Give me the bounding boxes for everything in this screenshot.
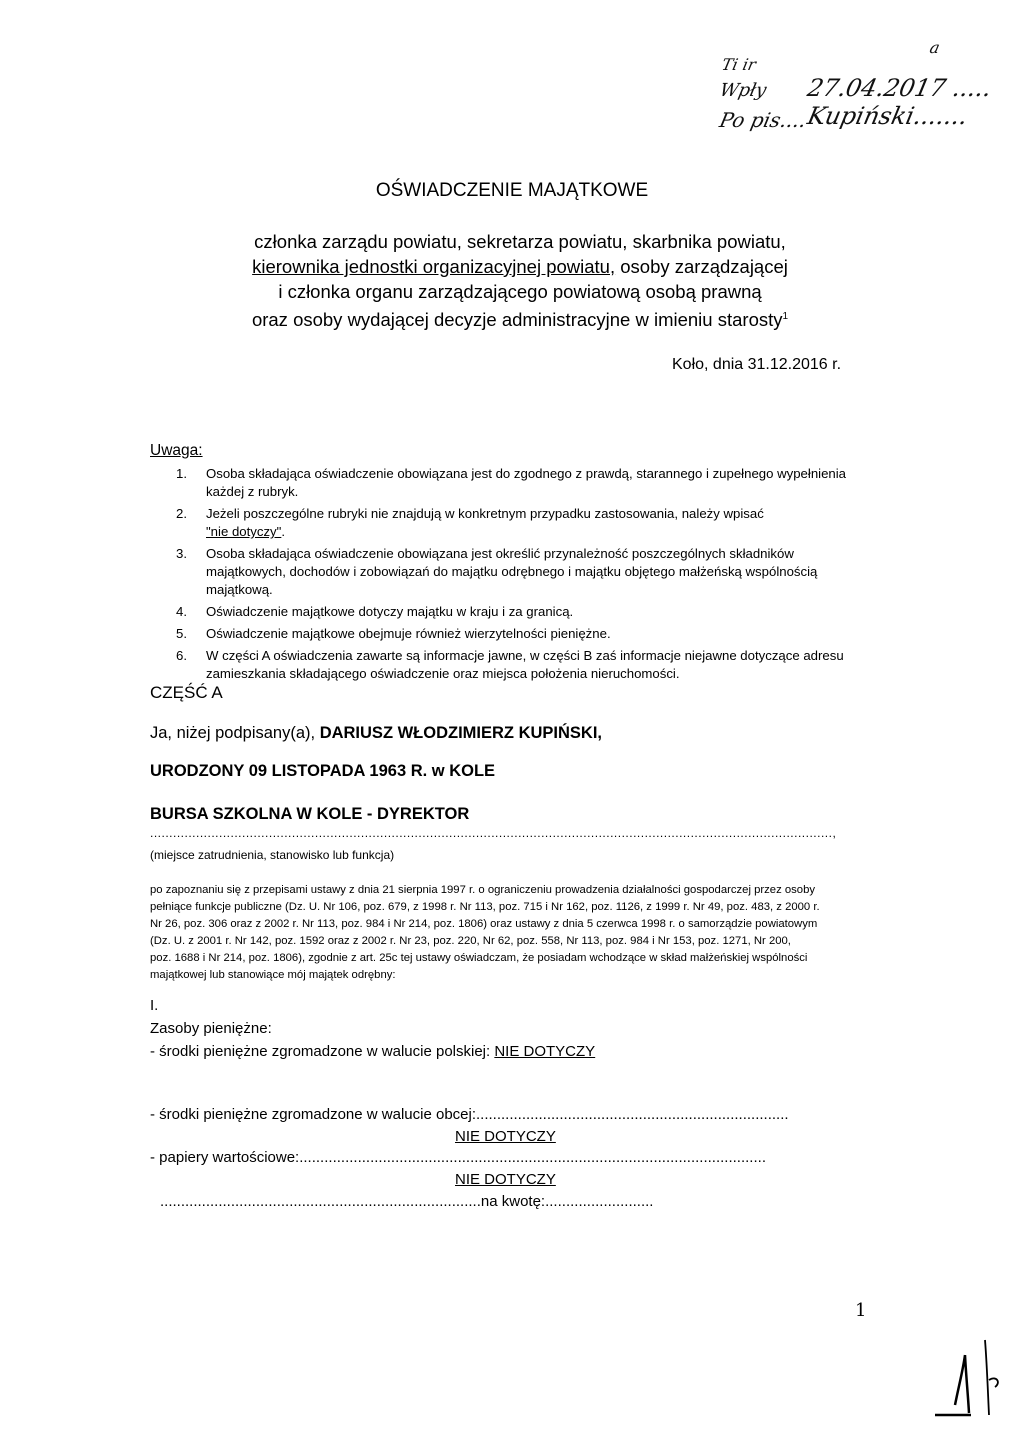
legal-text-line: (Dz. U. z 2001 r. Nr 142, poz. 1592 oraz z 2002 r. Nr 23, poz. 220, Nr 62, poz. 558, Nr 113, poz. 984 i Nr 153, poz. 1271, Nr 200, xyxy=(150,935,791,947)
note-item-4 xyxy=(176,603,876,621)
declarant-line xyxy=(150,724,602,743)
note-number: 3. xyxy=(176,546,187,561)
document-title: OŚWIADCZENIE MAJĄTKOWE xyxy=(375,180,649,201)
birth-info: URODZONY 09 LISTOPADA 1963 R. w KOLE xyxy=(150,762,496,780)
declarant-name: DARIUSZ WŁODZIMIERZ KUPIŃSKI, xyxy=(319,724,603,742)
corner-mark: a xyxy=(927,38,942,57)
handwritten-receipt-signature: Kupiński....... xyxy=(805,102,971,130)
note-item-3 xyxy=(176,545,876,599)
note-text: Osoba składająca oświadczenie obowiązana jest do zgodnego z prawdą, starannego i zupełnego wypełnienia każdej z rubryk. xyxy=(206,466,847,499)
note-number: 4. xyxy=(176,604,187,619)
handwritten-receipt-date: 27.04.2017 ..... xyxy=(805,74,995,102)
legal-text-line: Nr 26, poz. 306 oraz z 2002 r. Nr 113, poz. 984 i Nr 214, poz. 1806) oraz ustawy z dnia 5 czerwca 1998 r. o samorządzie powiatowym xyxy=(150,918,818,930)
note-item-6 xyxy=(176,647,876,683)
notes-heading: Uwaga: xyxy=(150,442,203,459)
securities-label: - papiery wartościowe:................................................................................................................ xyxy=(150,1149,766,1166)
cash-pln-label: - środki pieniężne zgromadzone w walucie polskiej: xyxy=(150,1043,495,1060)
subtitle-line-4-text: oraz osoby wydającej decyzje administracyjne w imieniu starosty xyxy=(251,309,783,331)
employment-value: BURSA SZKOLNA W KOLE - DYREKTOR xyxy=(150,805,470,823)
employment-dotted-line: .................................................................................................................................................................................., xyxy=(150,826,837,840)
note-number: 5. xyxy=(176,626,187,641)
legal-text-line: majątkowej lub stanowiące mój majątek odrębny: xyxy=(150,969,396,981)
stamp-line-2: Wpły xyxy=(717,80,769,101)
note-item-5 xyxy=(176,625,876,643)
subtitle-line-4 xyxy=(200,304,840,332)
cash-foreign-label: - środki pieniężne zgromadzone w walucie obcej:........................................................................... xyxy=(150,1106,789,1123)
legal-text-line: poz. 1688 i Nr 214, poz. 1806), zgodnie z art. 25c tej ustawy oświadczam, że posiadam wchodzące w skład małżeńskiej wspólności xyxy=(150,952,808,964)
document-subtitle xyxy=(200,229,840,332)
subtitle-line-3: i członka organu zarządzającego powiatową osobą prawną xyxy=(278,281,762,302)
footnote-marker: 1 xyxy=(782,311,789,322)
cash-resources-heading: Zasoby pieniężne: xyxy=(150,1020,272,1037)
note-number: 2. xyxy=(176,506,187,521)
page-number: 1 xyxy=(855,1300,867,1321)
note-text: Oświadczenie majątkowe obejmuje również wierzytelności pieniężne. xyxy=(206,626,611,641)
cash-pln-value: NIE DOTYCZY xyxy=(494,1043,596,1060)
declarant-prefix: Ja, niżej podpisany(a), xyxy=(150,724,320,742)
subtitle-line-2 xyxy=(200,254,840,279)
securities-amount-line: .............................................................................na kwotę:.......................... xyxy=(160,1193,654,1210)
stamp-line-3: Po pis.... xyxy=(717,108,809,132)
stamp-line-1: Ti ir xyxy=(719,55,758,74)
note-text: Osoba składająca oświadczenie obowiązana jest określić przynależność poszczególnych składników majątkowych, dochodów i zobowiązań do majątku odrębnego i majątku objętego małżeńską wspólnością majątkową. xyxy=(206,546,818,597)
subtitle-line-1: członka zarządu powiatu, sekretarza powiatu, skarbnika powiatu, xyxy=(254,231,786,252)
note-number: 6. xyxy=(176,648,187,663)
note-text: Oświadczenie majątkowe dotyczy majątku w kraju i za granicą. xyxy=(206,604,574,619)
notes-list xyxy=(176,465,876,687)
note-text: Jeżeli poszczególne rubryki nie znajdują w konkretnym przypadku zastosowania, należy wpisać xyxy=(206,506,764,521)
note-text-quoted: "nie dotyczy" xyxy=(206,524,282,539)
part-a-heading: CZĘŚĆ A xyxy=(150,683,223,702)
subtitle-line-2-underlined: kierownika jednostki organizacyjnej powiatu, xyxy=(252,256,616,277)
note-text: W części A oświadczenia zawarte są informacje jawne, w części B zaś informacje niejawne dotyczące adresu zamieszkania składającego oświadczenie oraz miejsca położenia nieruchomości. xyxy=(206,648,844,681)
employment-caption: (miejsce zatrudnienia, stanowisko lub funkcja) xyxy=(150,848,395,862)
securities-value: NIE DOTYCZY xyxy=(455,1171,556,1188)
legal-text-line: pełniące funkcje publiczne (Dz. U. Nr 106, poz. 679, z 1998 r. Nr 113, poz. 715 i Nr 162, poz. 1126, z 1999 r. Nr 49, poz. 483, z 2000 r. xyxy=(150,901,820,913)
handwritten-initials-mark xyxy=(925,1335,1005,1425)
place-and-date: Koło, dnia 31.12.2016 r. xyxy=(672,356,842,373)
note-number: 1. xyxy=(176,466,187,481)
section-i-number: I. xyxy=(150,997,159,1014)
legal-basis-text xyxy=(150,882,870,984)
legal-text-line: po zapoznaniu się z przepisami ustawy z dnia 21 sierpnia 1997 r. o ograniczeniu prowadzenia działalności gospodarczej przez osoby xyxy=(150,884,816,896)
note-item-2 xyxy=(176,505,876,541)
cash-pln-line xyxy=(150,1043,595,1060)
cash-foreign-value: NIE DOTYCZY xyxy=(455,1128,556,1145)
note-item-1 xyxy=(176,465,876,501)
note-text-end: . xyxy=(281,524,286,539)
subtitle-line-2-rest: osoby zarządzającej xyxy=(615,256,788,277)
